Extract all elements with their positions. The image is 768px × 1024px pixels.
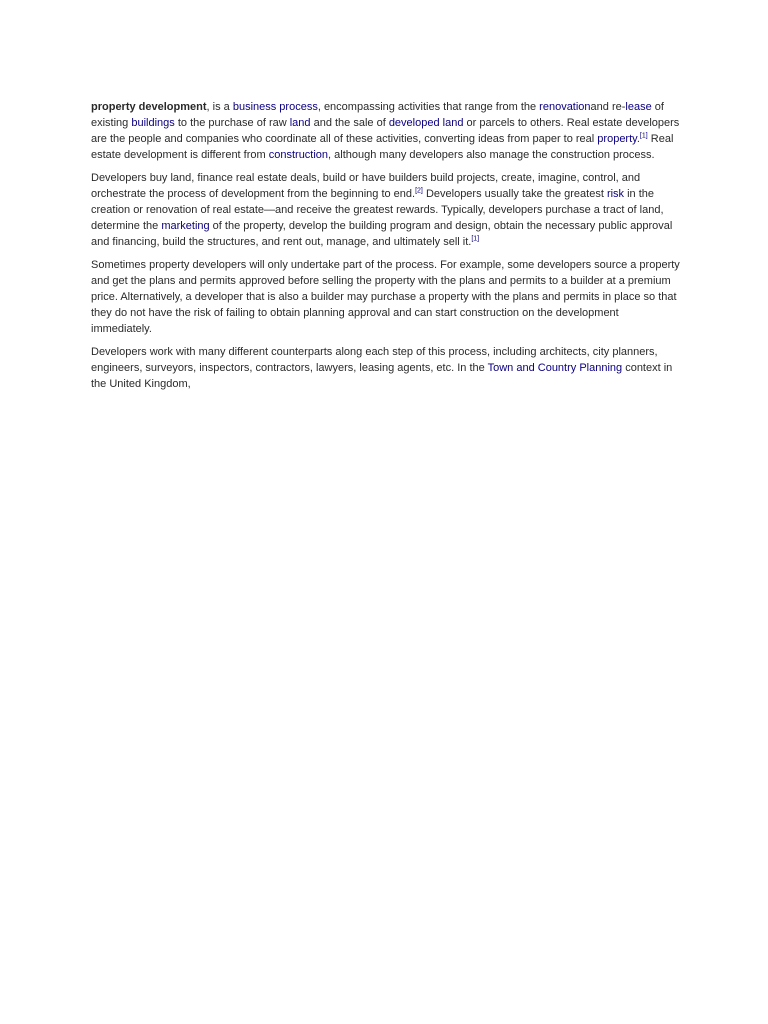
text-run: and re-: [590, 101, 626, 113]
link-lease[interactable]: lease: [625, 101, 652, 113]
document-page: [91, 99, 681, 399]
paragraph-counterparts: [91, 344, 681, 392]
citation-ref-1b[interactable]: [1]: [471, 235, 480, 243]
link-renovation[interactable]: renovation: [539, 101, 591, 113]
link-business-process[interactable]: business process: [232, 101, 318, 113]
text-run: context in the United Kingdom,: [91, 362, 673, 390]
citation-ref-2[interactable]: [2]: [415, 187, 423, 195]
text-run: .: [636, 133, 640, 145]
text-run: Sometimes property developers will only undertake part of the process. For example, some developers source a property and get the plans and permits approved before selling the property with the plans and permits to a builder at a premium price. Alternatively, a developer that is also a builder may purchase a property with the plans and permits in place so that they do not have the risk of failing to obtain planning approval and can start construction on the development immediately.: [91, 259, 680, 335]
paragraph-partial-process: [91, 257, 681, 337]
text-run: of existing: [91, 101, 664, 129]
paragraph-developers-role: [91, 170, 681, 250]
text-run: , encompassing activities that range from the: [317, 101, 540, 113]
link-construction[interactable]: construction: [268, 149, 329, 161]
text-run: , although many developers also manage the construction process.: [328, 149, 655, 161]
text-run: or parcels to others. Real estate developers are the people and companies who coordinate all of these activities, converting ideas from paper to real: [91, 117, 680, 145]
text-run: of the property, develop the building program and design, obtain the necessary public approval and financing, build the structures, and rent out, manage, and ultimately sell it.: [91, 220, 673, 248]
text-run: Developers work with many different counterparts along each step of this process, including architects, city planners, engineers, surveyors, inspectors, contractors, lawyers, leasing agents, etc. In the: [91, 346, 658, 374]
link-land[interactable]: land: [289, 117, 311, 129]
term-property-development: property development: [91, 101, 207, 113]
link-developed-land[interactable]: developed land: [388, 117, 464, 129]
text-run: to the purchase of raw: [174, 117, 290, 129]
text-run: Real estate development is different from: [91, 133, 674, 161]
link-property[interactable]: property: [597, 133, 637, 145]
text-run: and the sale of: [310, 117, 389, 129]
link-buildings[interactable]: buildings: [131, 117, 175, 129]
paragraph-intro: [91, 99, 681, 163]
link-marketing[interactable]: marketing: [161, 220, 210, 232]
link-risk[interactable]: risk: [606, 188, 625, 200]
link-town-and-country-planning[interactable]: Town and Country Planning: [487, 362, 623, 374]
text-run: , is a: [206, 101, 233, 113]
text-run: in the creation or renovation of real estate—and receive the greatest rewards. Typically, developers purchase a tract of land, determine the: [91, 188, 664, 232]
citation-ref-1[interactable]: [1]: [639, 132, 648, 140]
text-run: Developers buy land, finance real estate deals, build or have builders build projects, create, imagine, control, and orchestrate the process of development from the beginning to end.: [91, 172, 641, 200]
text-run: Developers usually take the greatest: [422, 188, 607, 200]
